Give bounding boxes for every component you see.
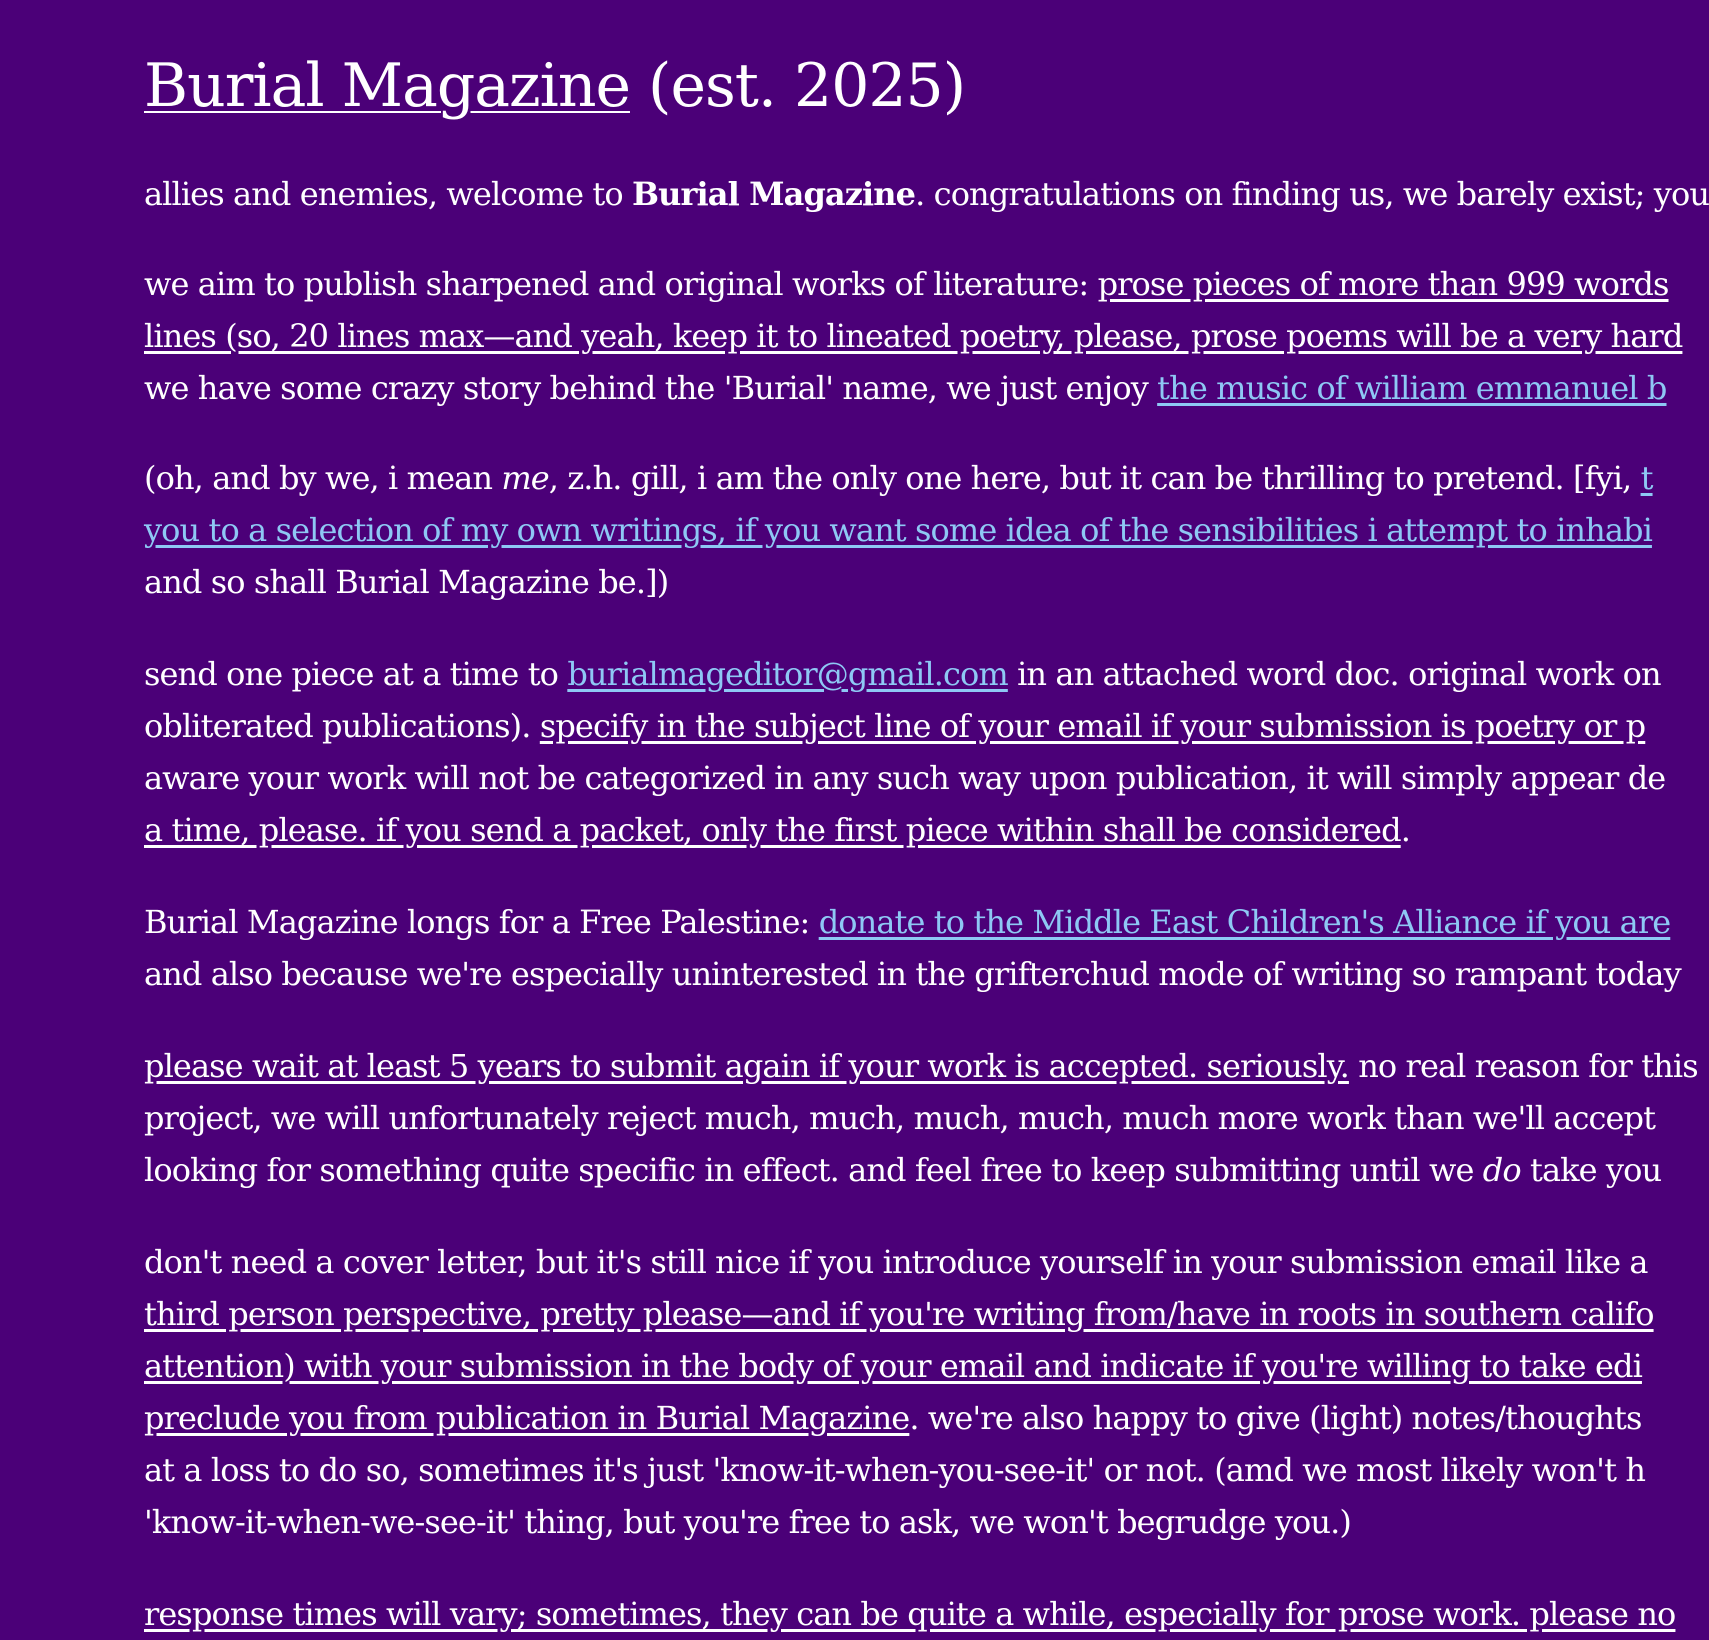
cover-line-4 [144, 1392, 1664, 1444]
magazine-home-link[interactable]: Burial Magazine [144, 51, 630, 121]
editor-text-a: (oh, and by we, i mean [144, 459, 502, 497]
resubmission-text-b: no real reason for this [1348, 1047, 1698, 1085]
response-line-1: response times will vary; sometimes, they can be quite a while, especially for prose work. please no [144, 1595, 1676, 1633]
music-link[interactable]: the music of william emmanuel b [1157, 369, 1667, 407]
resubmission-line-1 [144, 1040, 1698, 1092]
aims-text: we aim to publish sharpened and original works of literature: [144, 265, 1098, 303]
cover-line-1: don't need a cover letter, but it's still nice if you introduce yourself in your submission email like a [144, 1243, 1648, 1281]
welcome-text-a: allies and enemies, welcome to [144, 175, 633, 213]
submission-line-2 [144, 700, 1664, 752]
title-established: (est. 2025) [629, 51, 966, 121]
editor-line-2 [144, 504, 1664, 556]
submission-text-b: in an attached word doc. original work on [1007, 655, 1661, 693]
submission-line-4 [144, 804, 1664, 856]
resubmission-text-d: take you [1520, 1151, 1662, 1189]
cover-text-b: . we're also happy to give (light) notes/thoughts [909, 1399, 1642, 1437]
aims-line-1 [144, 258, 1669, 310]
cover-line-6: 'know-it-when-we-see-it' thing, but you're free to ask, we won't begrudge you.) [144, 1503, 1351, 1541]
editor-line-3: and so shall Burial Magazine be.]) [144, 563, 669, 601]
palestine-paragraph [144, 896, 1681, 1000]
editor-paragraph [144, 452, 1664, 608]
writings-link-start[interactable]: t [1640, 459, 1653, 497]
submission-text-c: obliterated publications). [144, 707, 540, 745]
welcome-text-c: . congratulations on finding us, we barely exist; you [915, 175, 1709, 213]
page-content [144, 0, 1709, 1640]
welcome-magazine-name: Burial Magazine [632, 175, 916, 213]
submission-period: . [1400, 811, 1410, 849]
resubmission-text-c: looking for something quite specific in effect. and feel free to keep submitting until we [144, 1151, 1483, 1189]
one-piece-rule: a time, please. if you send a packet, only the first piece within shall be considered [144, 811, 1401, 849]
cover-line-3: attention) with your submission in the body of your email and indicate if you're willing to take edi [144, 1347, 1642, 1385]
cover-letter-paragraph [144, 1236, 1664, 1548]
writings-link[interactable]: you to a selection of my own writings, if you want some idea of the sensibilities i attempt to inhabi [144, 511, 1652, 549]
preclude-rule: preclude you from publication in Burial Magazine [144, 1399, 910, 1437]
aims-line-3 [144, 362, 1667, 414]
welcome-paragraph [144, 168, 1709, 220]
editor-emphasis: me [501, 459, 549, 497]
editor-email-link[interactable]: burialmageditor@gmail.com [567, 655, 1008, 693]
poetry-length-rule: lines (so, 20 lines max—and yeah, keep it to lineated poetry, please, prose poems will be a very hard [144, 317, 1683, 355]
palestine-line-2: and also because we're especially uninterested in the grifterchud mode of writing so rampant today [144, 955, 1681, 993]
submission-text-a: send one piece at a time to [144, 655, 568, 693]
editor-line-1 [144, 452, 1664, 504]
name-origin-text: we have some crazy story behind the 'Burial' name, we just enjoy [144, 369, 1158, 407]
cover-line-2: third person perspective, pretty please—and if you're writing from/have in roots in southern califo [144, 1295, 1654, 1333]
submission-line-1 [144, 648, 1664, 700]
resubmission-emphasis: do [1482, 1151, 1521, 1189]
prose-length-rule: prose pieces of more than 999 words [1097, 265, 1669, 303]
aims-paragraph [144, 258, 1683, 414]
resubmission-line-3 [144, 1144, 1664, 1196]
submission-paragraph [144, 648, 1664, 856]
subject-line-rule: specify in the subject line of your email if your submission is poetry or p [539, 707, 1646, 745]
donate-link[interactable]: donate to the Middle East Children's Alliance if you are [818, 903, 1671, 941]
palestine-line-1 [144, 896, 1671, 948]
submission-line-3: aware your work will not be categorized in any such way upon publication, it will simply appear de [144, 759, 1666, 797]
editor-text-b: , z.h. gill, i am the only one here, but it can be thrilling to pretend. [fyi, [548, 459, 1641, 497]
palestine-text: Burial Magazine longs for a Free Palestine: [144, 903, 819, 941]
resubmission-line-2: project, we will unfortunately reject much, much, much, much, much more work than we'll accept [144, 1099, 1656, 1137]
cover-line-5: at a loss to do so, sometimes it's just 'know-it-when-you-see-it' or not. (amd we most likely won't h [144, 1451, 1646, 1489]
wait-rule: please wait at least 5 years to submit again if your work is accepted. seriously. [144, 1047, 1349, 1085]
resubmission-paragraph [144, 1040, 1698, 1196]
response-times-paragraph [144, 1588, 1676, 1640]
page-title [144, 48, 1664, 124]
